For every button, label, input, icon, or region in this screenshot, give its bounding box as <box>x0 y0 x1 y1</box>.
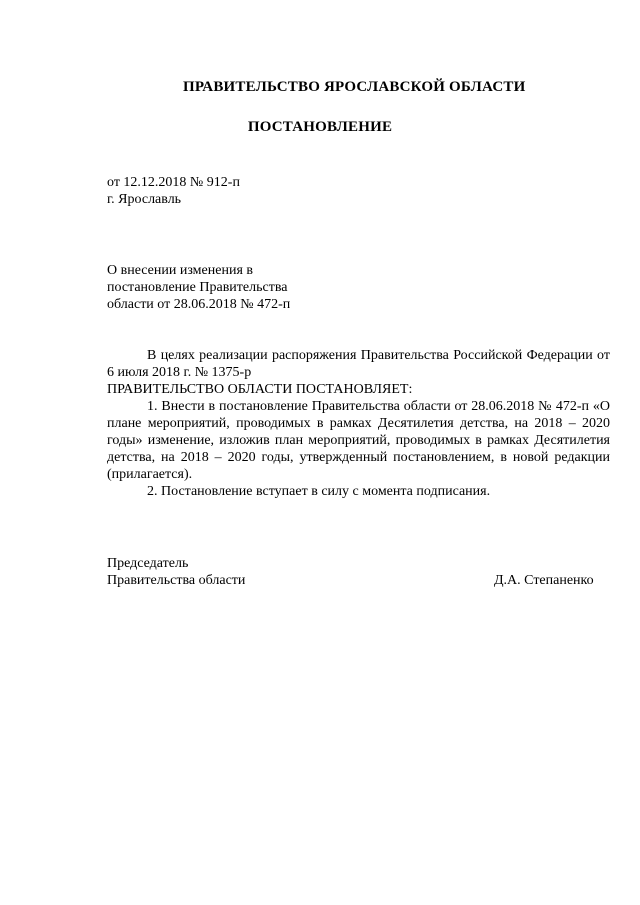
signatory-position-line-1: Председатель <box>107 556 189 571</box>
resolution-body <box>107 347 610 500</box>
subject-line-2: постановление Правительства <box>107 280 288 295</box>
city: г. Ярославль <box>107 192 182 207</box>
date-number: от 12.12.2018 № 912-п <box>107 175 240 190</box>
government-title: ПРАВИТЕЛЬСТВО ЯРОСЛАВСКОЙ ОБЛАСТИ <box>183 79 526 95</box>
subject-line-3: области от 28.06.2018 № 472-п <box>107 297 291 312</box>
resolves-line: ПРАВИТЕЛЬСТВО ОБЛАСТИ ПОСТАНОВЛЯЕТ: <box>107 382 413 397</box>
document-type-title: ПОСТАНОВЛЕНИЕ <box>247 119 393 135</box>
subject-line-1: О внесении изменения в <box>107 263 253 278</box>
signatory-name: Д.А. Степаненко <box>494 573 594 588</box>
item-2-paragraph: 2. Постановление вступает в силу с момента подписания. <box>147 484 491 499</box>
item-1-paragraph: 1. Внести в постановление Правительства области от 28.06.2018 № 472-п «О плане мероприятий, проводимых в рамках Десятилетия детства, на 2018 – 2020 годы» изменение, изложив план мероприятий, проводимых в рамках Десятилетия детства, на 2018 – 2020 годы, утвержденный постановлением, в новой редакции (прилагается). <box>107 399 610 482</box>
signatory-position-line-2: Правительства области <box>107 573 246 588</box>
preamble-paragraph: В целях реализации распоряжения Правительства Российской Федерации от 6 июля 2018 г. № 1375-р <box>107 348 610 380</box>
